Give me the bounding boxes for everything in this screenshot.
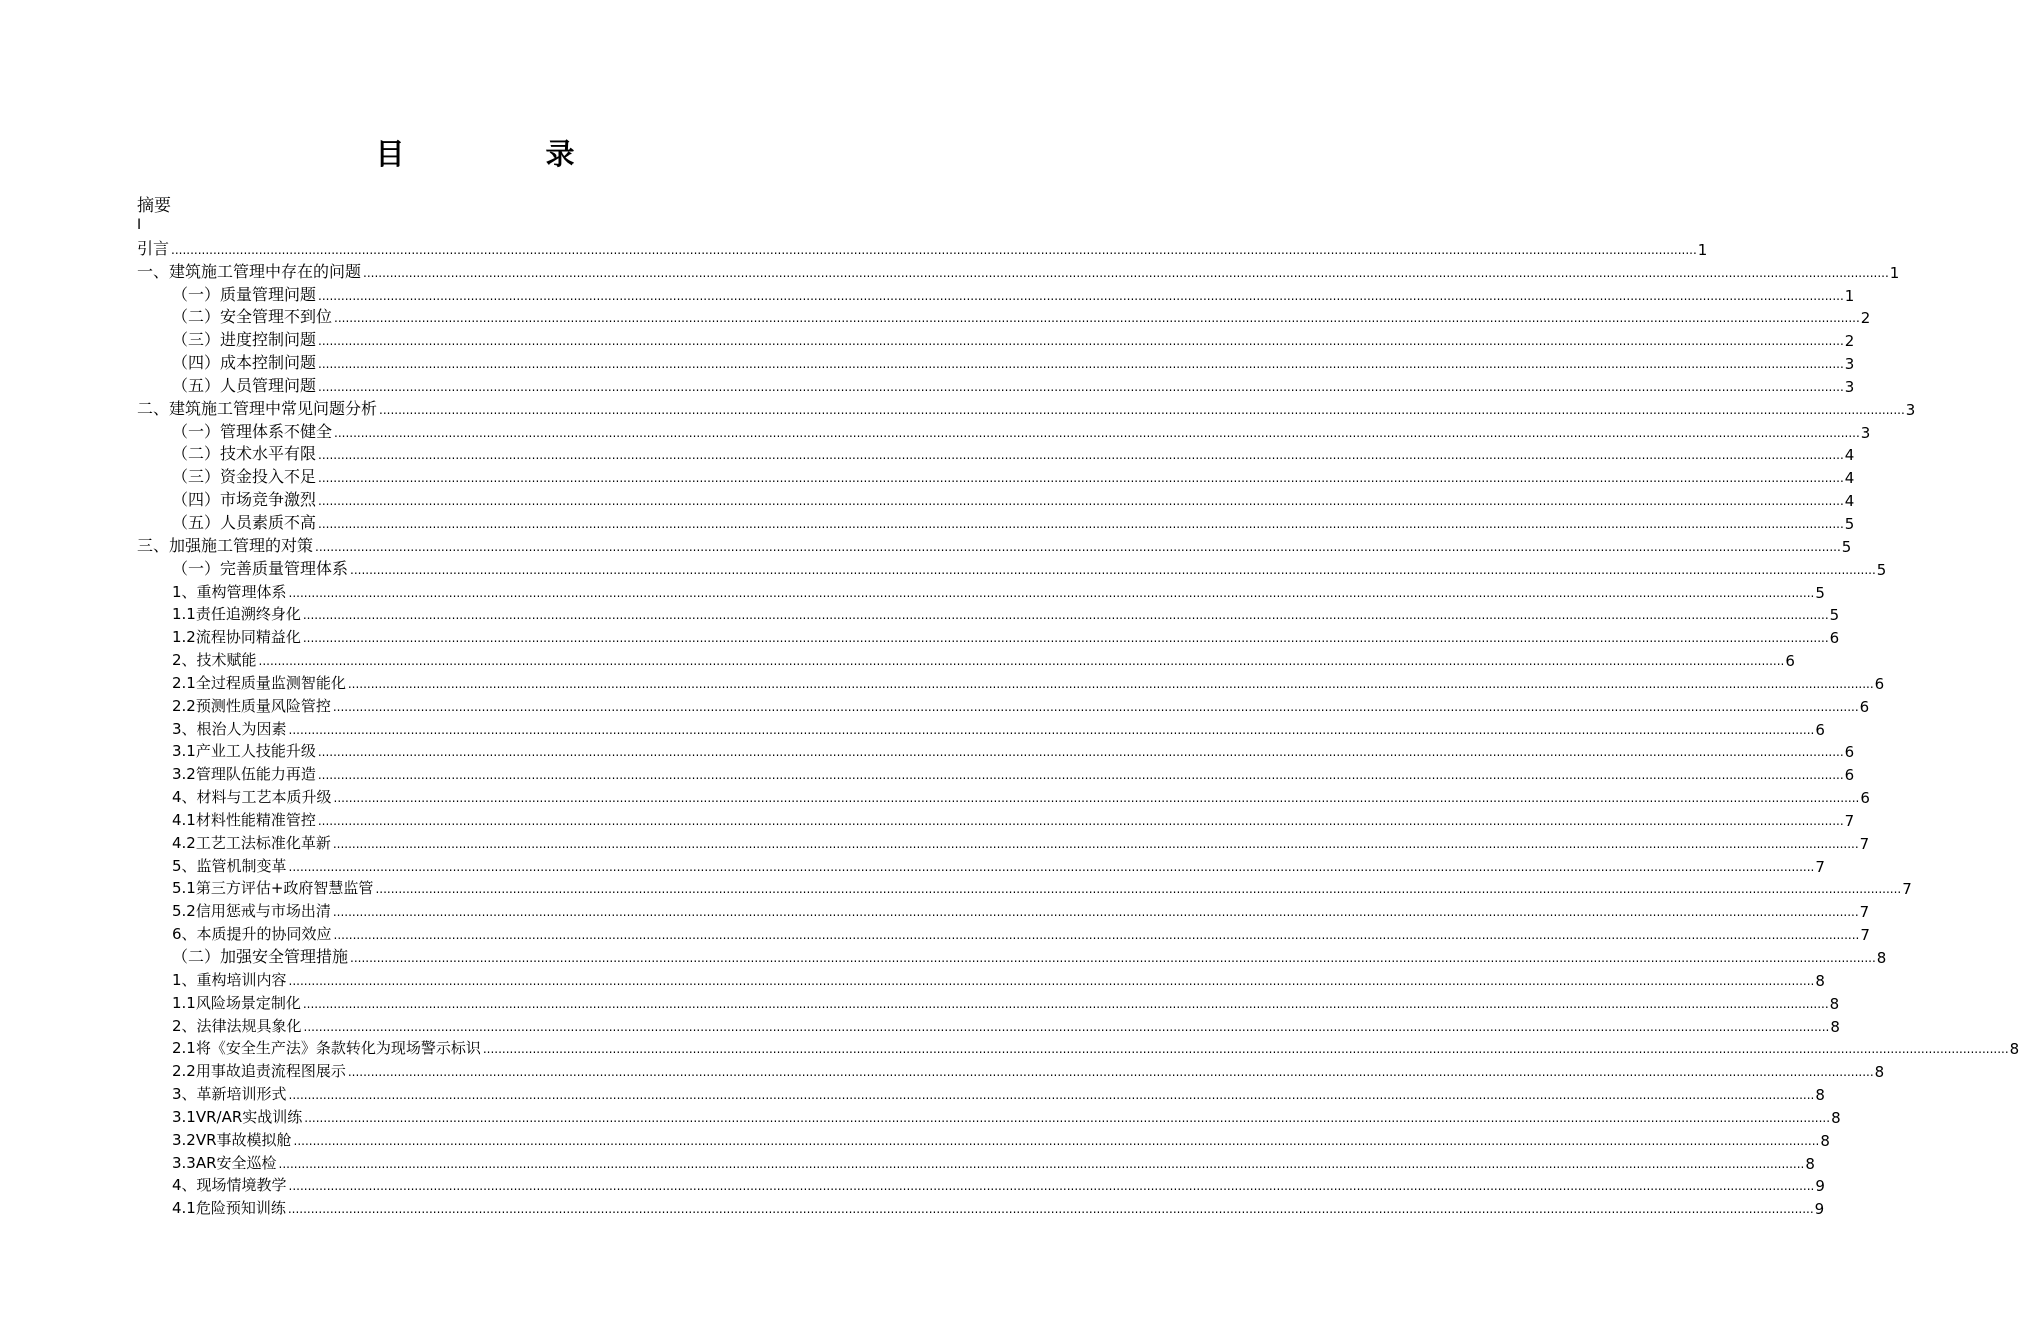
toc-entry[interactable] — [0, 717, 1825, 740]
toc-leader-dots: ................................................................................................................................................................................................................................................................................................................................................................................................................ — [288, 859, 1815, 874]
toc-entry-title: 1.1风险场景定制化 — [172, 993, 301, 1012]
abstract-label: 摘要 — [137, 196, 171, 216]
toc-entry[interactable] — [0, 1105, 1841, 1128]
toc-entry-page-number: 9 — [1815, 1177, 1825, 1196]
toc-entry-page-number: 3 — [1844, 377, 1855, 396]
toc-entry-title: 2.1将《安全生产法》条款转化为现场警示标识 — [172, 1039, 481, 1058]
toc-entry[interactable] — [0, 625, 1840, 648]
toc-leader-dots: ................................................................................................................................................................................................................................................................................................................................................................................................................ — [278, 1156, 1805, 1171]
toc-leader-dots: ................................................................................................................................................................................................................................................................................................................................................................................................................ — [288, 1179, 1815, 1194]
toc-leader-dots: ................................................................................................................................................................................................................................................................................................................................................................................................................ — [302, 631, 1829, 646]
toc-leader-dots: ................................................................................................................................................................................................................................................................................................................................................................................................................ — [288, 585, 1815, 600]
toc-entry[interactable] — [0, 1037, 2019, 1060]
toc-entry-title: 1.1责任追溯终身化 — [172, 605, 301, 624]
toc-leader-dots: ................................................................................................................................................................................................................................................................................................................................................................................................................ — [304, 1110, 1831, 1125]
toc-entry-page-number: 5 — [1876, 560, 1887, 579]
toc-entry-title: （四）市场竞争激烈 — [172, 490, 317, 510]
toc-list — [0, 237, 2019, 1219]
toc-entry-title: 二、建筑施工管理中常见问题分析 — [137, 398, 378, 418]
toc-entry-title: 三、加强施工管理的对策 — [137, 535, 314, 555]
toc-entry-page-number: 8 — [1815, 1086, 1825, 1105]
toc-leader-dots: ................................................................................................................................................................................................................................................................................................................................................................................................................ — [318, 288, 1844, 303]
toc-entry-title: （三）资金投入不足 — [172, 467, 317, 487]
toc-entry[interactable] — [0, 306, 1871, 329]
toc-entry-title: 3.2VR事故模拟舱 — [172, 1130, 292, 1149]
toc-entry[interactable] — [0, 580, 1825, 603]
toc-entry-page-number: 8 — [1830, 1017, 1840, 1036]
toc-entry-page-number: 8 — [1876, 949, 1887, 967]
toc-entry-title: 3、根治人为因素 — [172, 719, 287, 738]
toc-leader-dots: ................................................................................................................................................................................................................................................................................................................................................................................................................ — [302, 608, 1829, 623]
toc-entry-title: （三）进度控制问题 — [172, 330, 317, 350]
toc-leader-dots: ................................................................................................................................................................................................................................................................................................................................................................................................................ — [318, 448, 1844, 463]
toc-leader-dots: ................................................................................................................................................................................................................................................................................................................................................................................................................ — [302, 996, 1829, 1011]
toc-entry[interactable] — [0, 283, 1855, 306]
toc-entry[interactable] — [0, 785, 1870, 808]
toc-leader-dots: ................................................................................................................................................................................................................................................................................................................................................................................................................ — [363, 265, 1889, 280]
toc-entry-title: 4.2工艺工法标准化革新 — [172, 833, 331, 852]
toc-entry-title: 5.2信用惩戒与市场出清 — [172, 902, 331, 921]
toc-entry[interactable] — [0, 877, 1912, 900]
toc-entry[interactable] — [0, 1082, 1825, 1105]
toc-entry-page-number: 5 — [1844, 514, 1855, 533]
toc-leader-dots: ................................................................................................................................................................................................................................................................................................................................................................................................................ — [318, 357, 1844, 372]
toc-entry-page-number: 8 — [1829, 994, 1840, 1013]
toc-entry-title: （一）完善质量管理体系 — [172, 558, 349, 578]
toc-entry-title: （五）人员管理问题 — [172, 375, 317, 395]
toc-entry[interactable] — [0, 671, 1885, 694]
toc-leader-dots: ................................................................................................................................................................................................................................................................................................................................................................................................................ — [333, 791, 1860, 806]
toc-leader-dots: ................................................................................................................................................................................................................................................................................................................................................................................................................ — [332, 905, 1859, 920]
toc-leader-dots: ................................................................................................................................................................................................................................................................................................................................................................................................................ — [258, 654, 1785, 669]
toc-leader-dots: ................................................................................................................................................................................................................................................................................................................................................................................................................ — [347, 1065, 1874, 1080]
toc-entry-page-number: 9 — [1814, 1200, 1825, 1219]
toc-entry-title: （二）技术水平有限 — [172, 444, 317, 464]
toc-entry[interactable] — [0, 328, 1855, 351]
toc-abstract-entry[interactable] — [137, 196, 171, 232]
toc-entry-title: 2、法律法规具象化 — [172, 1016, 302, 1035]
toc-entry[interactable] — [0, 557, 1887, 580]
toc-leader-dots: ................................................................................................................................................................................................................................................................................................................................................................................................................ — [288, 973, 1815, 988]
toc-leader-dots: ................................................................................................................................................................................................................................................................................................................................................................................................................ — [288, 1088, 1815, 1103]
toc-leader-dots: ................................................................................................................................................................................................................................................................................................................................................................................................................ — [317, 745, 1844, 760]
toc-entry-title: （四）成本控制问题 — [172, 353, 317, 373]
toc-entry[interactable] — [0, 1196, 1825, 1219]
toc-entry[interactable] — [0, 922, 1870, 945]
toc-leader-dots: ................................................................................................................................................................................................................................................................................................................................................................................................................ — [318, 471, 1844, 486]
toc-leader-dots: ................................................................................................................................................................................................................................................................................................................................................................................................................ — [315, 539, 1841, 554]
abstract-page-number: I — [137, 217, 142, 233]
toc-entry[interactable] — [0, 488, 1855, 511]
toc-entry[interactable] — [0, 1151, 1815, 1174]
toc-leader-dots: ................................................................................................................................................................................................................................................................................................................................................................................................................ — [334, 311, 1860, 326]
toc-leader-dots: ................................................................................................................................................................................................................................................................................................................................................................................................................ — [334, 425, 1860, 440]
toc-entry-page-number: 2 — [1860, 309, 1871, 328]
toc-entry-page-number: 4 — [1844, 469, 1855, 488]
toc-entry-page-number: 5 — [1815, 583, 1825, 602]
toc-entry[interactable] — [0, 1174, 1825, 1197]
toc-entry-page-number: 6 — [1844, 766, 1855, 785]
toc-entry-page-number: 6 — [1844, 743, 1855, 762]
toc-entry-title: （二）加强安全管理措施 — [172, 947, 349, 966]
toc-entry-title: 1、重构管理体系 — [172, 582, 287, 601]
toc-entry[interactable] — [0, 831, 1870, 854]
toc-leader-dots: ................................................................................................................................................................................................................................................................................................................................................................................................................ — [288, 722, 1815, 737]
toc-entry-page-number: 6 — [1859, 697, 1870, 716]
toc-leader-dots: ................................................................................................................................................................................................................................................................................................................................................................................................................ — [333, 928, 1860, 943]
toc-entry-page-number: 8 — [1815, 971, 1825, 990]
toc-entry[interactable] — [0, 1059, 1885, 1082]
toc-entry-title: （二）安全管理不到位 — [172, 307, 333, 327]
toc-entry-page-number: 6 — [1785, 652, 1795, 671]
toc-entry-page-number: 7 — [1902, 880, 1912, 899]
toc-entry-page-number: 8 — [1874, 1063, 1885, 1082]
toc-entry[interactable] — [0, 808, 1855, 831]
toc-entry[interactable] — [0, 511, 1855, 534]
toc-entry[interactable] — [0, 694, 1870, 717]
toc-entry-page-number: 6 — [1829, 629, 1840, 648]
toc-leader-dots: ................................................................................................................................................................................................................................................................................................................................................................................................................ — [375, 882, 1902, 897]
toc-leader-dots: ................................................................................................................................................................................................................................................................................................................................................................................................................ — [317, 768, 1844, 783]
toc-entry-page-number: 6 — [1860, 789, 1870, 808]
toc-entry-page-number: 4 — [1844, 446, 1855, 465]
toc-leader-dots: ................................................................................................................................................................................................................................................................................................................................................................................................................ — [347, 676, 1874, 691]
toc-leader-dots: ................................................................................................................................................................................................................................................................................................................................................................................................................ — [332, 699, 1859, 714]
toc-entry-page-number: 4 — [1844, 492, 1855, 511]
toc-entry-page-number: 8 — [1820, 1131, 1830, 1150]
toc-entry[interactable] — [0, 1128, 1830, 1151]
toc-entry-page-number: 7 — [1815, 857, 1825, 876]
toc-entry-title: 4、现场情境教学 — [172, 1176, 287, 1195]
toc-entry[interactable] — [0, 899, 1870, 922]
toc-entry-title: 4.1危险预知训练 — [172, 1199, 286, 1218]
toc-entry-page-number: 3 — [1860, 423, 1871, 442]
toc-entry-title: 一、建筑施工管理中存在的问题 — [137, 261, 362, 281]
toc-leader-dots: ................................................................................................................................................................................................................................................................................................................................................................................................................ — [293, 1133, 1820, 1148]
toc-entry-title: 5.1第三方评估+政府智慧监管 — [172, 879, 374, 898]
toc-leader-dots: ................................................................................................................................................................................................................................................................................................................................................................................................................ — [332, 836, 1859, 851]
toc-entry-page-number: 7 — [1859, 834, 1870, 853]
toc-entry-page-number: 8 — [1831, 1108, 1841, 1127]
toc-entry-title: 引言 — [137, 238, 170, 258]
toc-entry-title: （五）人员素质不高 — [172, 512, 317, 532]
toc-entry[interactable] — [0, 465, 1855, 488]
toc-entry[interactable] — [0, 603, 1840, 626]
toc-leader-dots: ................................................................................................................................................................................................................................................................................................................................................................................................................ — [379, 402, 1905, 417]
toc-entry-title: 5、监管机制变革 — [172, 856, 287, 875]
toc-entry-title: （一）管理体系不健全 — [172, 421, 333, 441]
toc-leader-dots: ................................................................................................................................................................................................................................................................................................................................................................................................................ — [318, 494, 1844, 509]
toc-entry-title: 3、革新培训形式 — [172, 1085, 287, 1104]
toc-entry-title: 1、重构培训内容 — [172, 970, 287, 989]
page-title: 目 录 — [375, 137, 631, 171]
toc-entry[interactable] — [0, 534, 1852, 557]
toc-leader-dots: ................................................................................................................................................................................................................................................................................................................................................................................................................ — [350, 951, 1876, 965]
toc-entry-title: 6、本质提升的协同效应 — [172, 925, 332, 944]
toc-entry-page-number: 6 — [1815, 720, 1825, 739]
toc-leader-dots: ................................................................................................................................................................................................................................................................................................................................................................................................................ — [317, 813, 1844, 828]
toc-leader-dots: ................................................................................................................................................................................................................................................................................................................................................................................................................ — [318, 334, 1844, 349]
toc-entry-title: 4.1材料性能精准管控 — [172, 810, 316, 829]
toc-entry-page-number: 3 — [1905, 400, 1916, 419]
toc-entry-title: （一）质量管理问题 — [172, 284, 317, 304]
toc-entry-page-number: 1 — [1844, 286, 1855, 305]
toc-entry[interactable] — [0, 740, 1855, 763]
toc-entry-title: 2.1全过程质量监测智能化 — [172, 673, 346, 692]
toc-leader-dots: ................................................................................................................................................................................................................................................................................................................................................................................................................ — [350, 562, 1876, 577]
toc-entry-page-number: 7 — [1859, 903, 1870, 922]
toc-entry[interactable] — [0, 945, 1887, 968]
toc-entry[interactable] — [0, 648, 1795, 671]
toc-entry-page-number: 8 — [1805, 1154, 1815, 1173]
toc-entry[interactable] — [0, 991, 1840, 1014]
toc-entry[interactable] — [0, 420, 1871, 443]
toc-entry-title: 4、材料与工艺本质升级 — [172, 788, 332, 807]
toc-entry-title: 3.3AR安全巡检 — [172, 1153, 277, 1172]
toc-entry[interactable] — [0, 351, 1855, 374]
toc-entry-title: 3.1VR/AR实战训练 — [172, 1107, 303, 1126]
toc-leader-dots: ................................................................................................................................................................................................................................................................................................................................................................................................................ — [303, 1019, 1830, 1034]
toc-entry[interactable] — [0, 443, 1855, 466]
toc-leader-dots: ................................................................................................................................................................................................................................................................................................................................................................................................................ — [318, 516, 1844, 531]
toc-leader-dots: ................................................................................................................................................................................................................................................................................................................................................................................................................ — [287, 1202, 1814, 1217]
toc-entry-page-number: 3 — [1844, 355, 1855, 374]
toc-entry-title: 2、技术赋能 — [172, 651, 257, 670]
toc-entry-page-number: 1 — [1697, 240, 1708, 259]
toc-entry-page-number: 6 — [1874, 674, 1885, 693]
toc-entry-title: 2.2用事故追责流程图展示 — [172, 1062, 346, 1081]
toc-entry-title: 1.2流程协同精益化 — [172, 628, 301, 647]
toc-entry-page-number: 8 — [2009, 1040, 2019, 1059]
toc-entry[interactable] — [0, 237, 1708, 260]
toc-entry-title: 3.2管理队伍能力再造 — [172, 765, 316, 784]
toc-entry[interactable] — [0, 260, 1900, 283]
toc-entry-title: 3.1产业工人技能升级 — [172, 742, 316, 761]
toc-entry-title: 2.2预测性质量风险管控 — [172, 696, 331, 715]
toc-entry-page-number: 7 — [1844, 811, 1855, 830]
toc-leader-dots: ................................................................................................................................................................................................................................................................................................................................................................................................................ — [482, 1042, 2009, 1057]
toc-entry[interactable] — [0, 397, 1916, 420]
toc-leader-dots: ................................................................................................................................................................................................................................................................................................................................................................................................................ — [171, 242, 1697, 257]
toc-entry-page-number: 1 — [1889, 263, 1900, 282]
toc-entry[interactable] — [0, 762, 1855, 785]
toc-entry-page-number: 2 — [1844, 332, 1855, 351]
toc-entry-page-number: 5 — [1841, 537, 1852, 556]
toc-entry[interactable] — [0, 968, 1825, 991]
toc-entry[interactable] — [0, 374, 1855, 397]
toc-entry-page-number: 5 — [1829, 606, 1840, 625]
toc-entry[interactable] — [0, 854, 1825, 877]
toc-entry[interactable] — [0, 1014, 1840, 1037]
toc-leader-dots: ................................................................................................................................................................................................................................................................................................................................................................................................................ — [318, 379, 1844, 394]
toc-entry-page-number: 7 — [1860, 926, 1870, 945]
